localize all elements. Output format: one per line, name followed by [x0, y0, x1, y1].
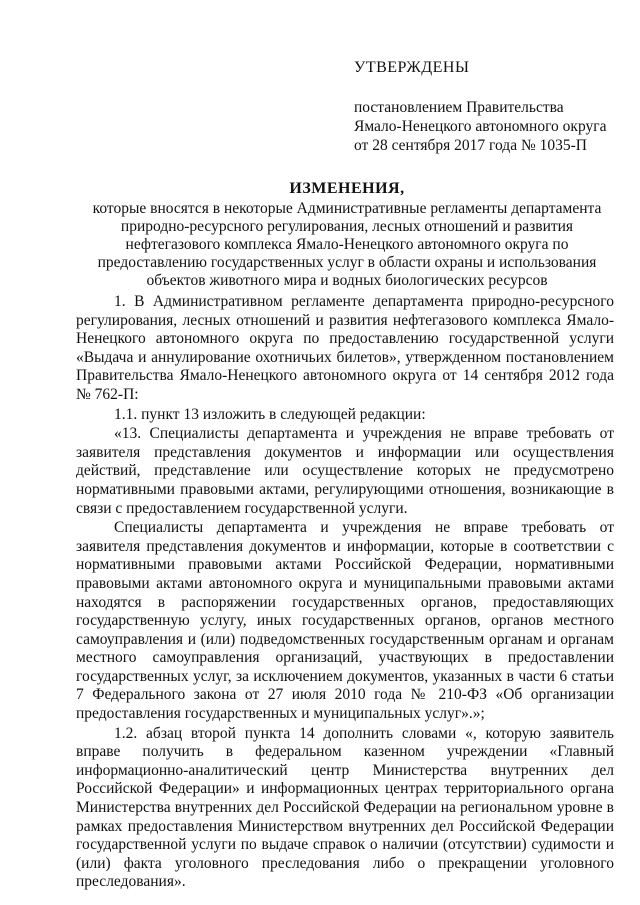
paragraph-13: «13. Специалисты департамента и учреждения не вправе требовать от заявителя представления документов и информации или осуществления действий, представление или осуществление которых не предусмотрено нормативными правовыми актами, регулирующими отношения, возникающие в связи с предоставлением государственной услуги. [76, 425, 614, 517]
approval-line-3: от 28 сентября 2017 года № 1035-П [354, 137, 587, 154]
approval-title: УТВЕРЖДЕНЫ [354, 59, 470, 76]
paragraph-1-2: 1.2. абзац второй пункта 14 дополнить словами «, которую заявитель вправе получить в федеральном казенном учреждении «Главный информационно-аналитический центр Министерства внутренних дел Российской Федерации» и информационных центрах территориального органа Министерства внутренних дел Российской Федерации на региональном уровне в рамках предоставления Министерством внутренних дел Российской Федерации государственной услуги по выдаче справок о наличии (отсутствии) судимости и (или) факта уголовного преследования либо о прекращении уголовного преследования». [76, 724, 614, 891]
approval-line-1: постановлением Правительства [354, 99, 564, 116]
document-body [76, 293, 614, 893]
paragraph-13-cont: Специалисты департамента и учреждения не вправе требовать от заявителя представления документов и информации, которые в соответствии с нормативными правовыми актами Российской Федерации, нормативными правовыми актами автономного округа и муниципальными правовыми актами находятся в распоряжении государственных органов, предоставляющих государственную услугу, иных государственных органов, органов местного самоуправления и (или) подведомственных государственным органам и органам местного самоуправления организаций, участвующих в предоставлении государственных услуг, за исключением документов, указанных в части 6 статьи 7 Федерального закона от 27 июля 2010 года № 210-ФЗ «Об организации предоставления государственных и муниципальных услуг».»; [76, 519, 614, 723]
heading-title: ИЗМЕНЕНИЯ, [289, 180, 405, 197]
paragraph-1: 1. В Административном регламенте департамента природно-ресурсного регулирования, лесных отношений и развития нефтегазового комплекса Ямало-Ненецкого автономного округа по предоставлению государственной услуги «Выдача и аннулирование охотничьих билетов», утвержденном постановлением Правительства Ямало-Ненецкого автономного округа от 14 сентября 2012 года № 762-П: [76, 293, 614, 403]
document-heading [80, 180, 614, 290]
heading-subtitle: которые вносятся в некоторые Административные регламенты департамента природно-ресурсного регулирования, лесных отношений и развития нефтегазового комплекса Ямало-Ненецкого автономного округа по предоставлению государственных услуг в области охраны и использования объектов животного мира и водных биологических ресурсов [92, 200, 602, 289]
approval-line-2: Ямало-Ненецкого автономного округа [354, 118, 607, 135]
approval-block [354, 58, 606, 155]
paragraph-1-1: 1.1. пункт 13 изложить в следующей редакции: [114, 405, 426, 423]
